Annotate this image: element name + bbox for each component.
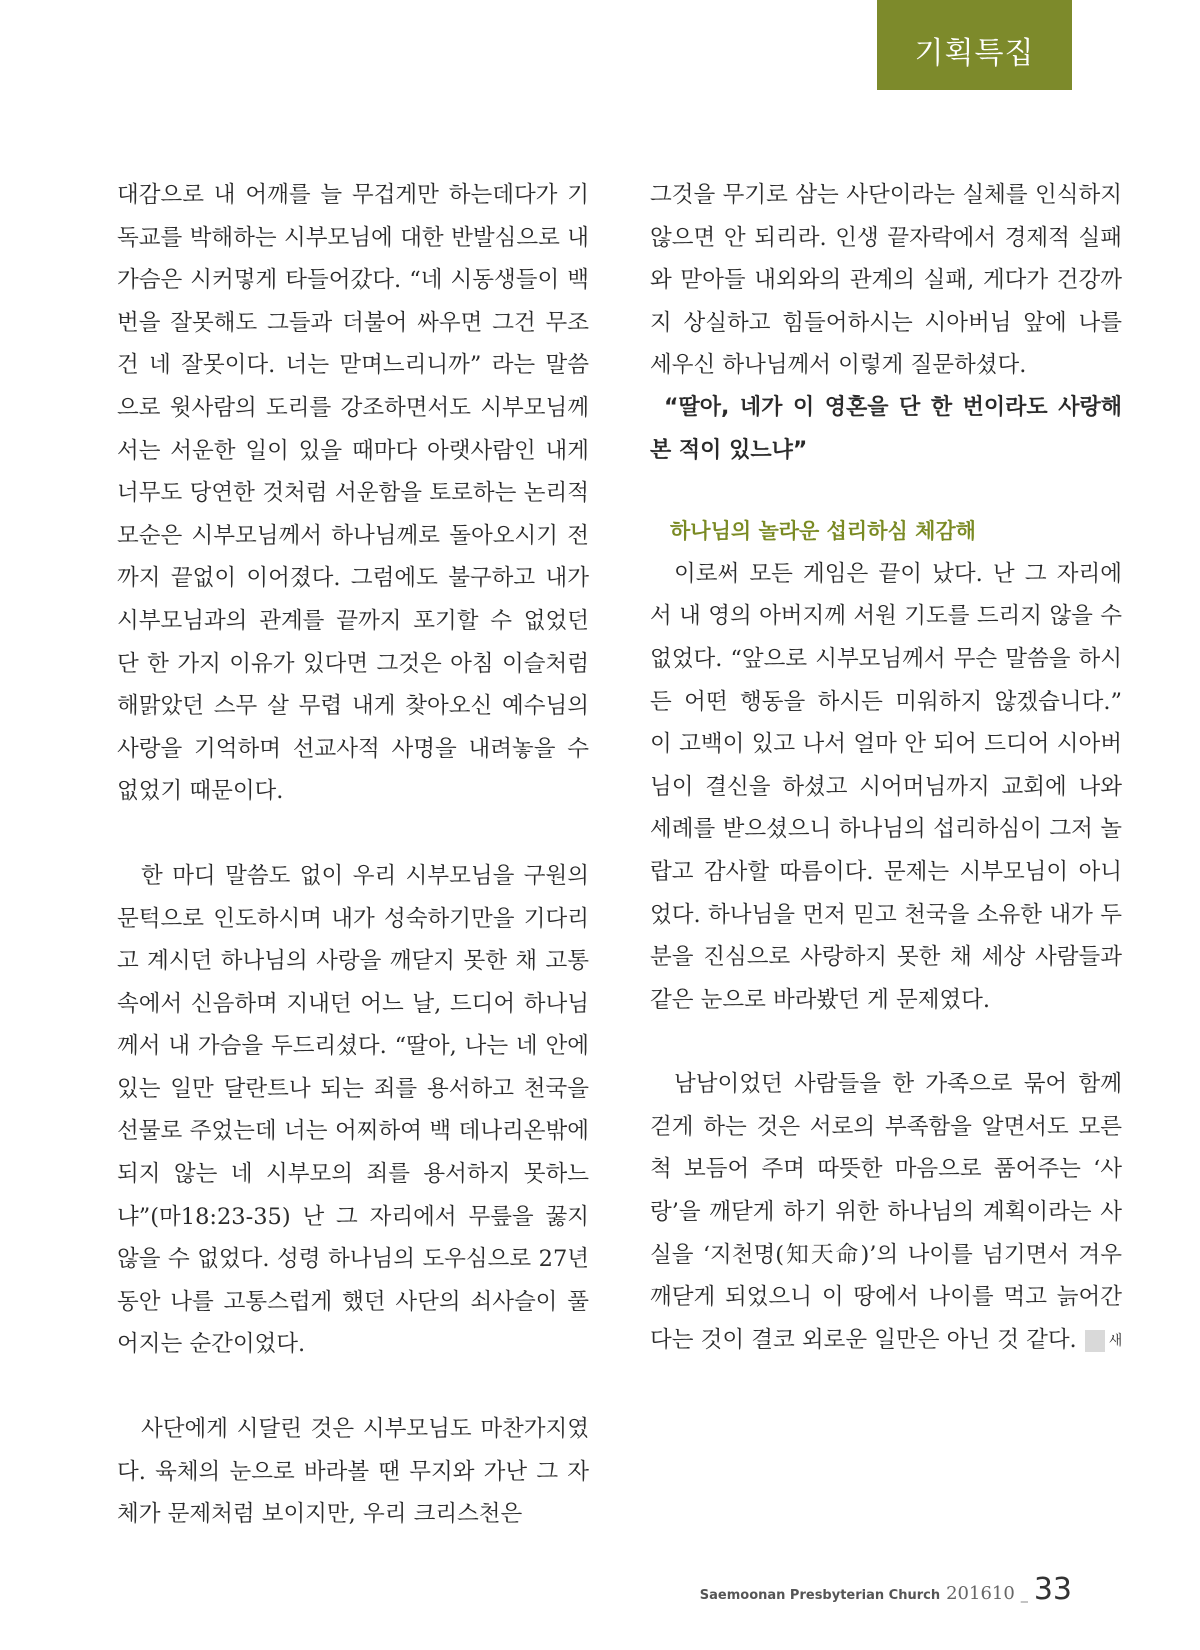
left-paragraph-2: 한 마디 말씀도 없이 우리 시부모님을 구원의 문턱으로 인도하시며 내가 성숙하기만을 기다리고 계시던 하나님의 사랑을 깨닫지 못한 채 고통 속에서 신음하며 지내던 어느 날, 드디어 하나님께서 내 가슴을 두드리셨다. “딸아, 나는 네 안에 있는 일만 달란트나 되는 죄를 용서하고 천국을 선물로 주었는데 너는 어찌하여 백 데나리온밖에 되지 않는 네 시부모의 죄를 용서하지 못하느냐”(마18:23-35) 난 그 자리에서 무릎을 꿇지 않을 수 없었다. 성령 하나님의 도우심으로 27년 동안 나를 고통스럽게 했던 사단의 쇠사슬이 풀어지는 순간이었다. — [117, 862, 589, 1358]
page-footer — [700, 1572, 1072, 1607]
right-paragraph-1: 그것을 무기로 삼는 사단이라는 실체를 인식하지 않으면 안 되리라. 인생 끝자락에서 경제적 실패와 맏아들 내외와의 관계의 실패, 게다가 건강까지 상실하고 힘들어하시는 시아버님 앞에 나를 세우신 하나님께서 이렇게 질문하셨다. — [650, 182, 1122, 379]
paragraph-gap — [117, 813, 589, 855]
paragraph-gap — [650, 1021, 1122, 1063]
paragraph-gap — [117, 1366, 589, 1408]
footer-separator: _ — [1020, 1587, 1028, 1603]
section-tab: 기획특집 — [877, 0, 1072, 90]
end-mark-icon: 새 — [1085, 1330, 1105, 1352]
left-paragraph-1: 대감으로 내 어깨를 늘 무겁게만 하는데다가 기독교를 박해하는 시부모님에 대한 반발심으로 내 가슴은 시커멓게 타들어갔다. “네 시동생들이 백 번을 잘못해도 그들과 더불어 싸우면 그건 무조건 네 잘못이다. 너는 맏며느리니까” 라는 말씀으로 윗사람의 도리를 강조하면서도 시부모님께서는 서운한 일이 있을 때마다 아랫사람인 내게 너무도 당연한 것처럼 서운함을 토로하는 논리적 모순은 시부모님께서 하나님께로 돌아오시기 전까지 끝없이 이어졌다. 그럼에도 불구하고 내가 시부모님과의 관계를 끝까지 포기할 수 없었던 단 한 가지 이유가 있다면 그것은 아침 이슬처럼 해맑았던 스무 살 무렵 내게 찾아오신 예수님의 사랑을 기억하며 선교사적 사명을 내려놓을 수 없었기 때문이다. — [117, 182, 589, 805]
section-subheading: 하나님의 놀라운 섭리하심 체감해 — [670, 519, 976, 544]
footer-issue: 201610 — [946, 1583, 1015, 1604]
page-number: 33 — [1033, 1572, 1072, 1607]
left-column — [117, 174, 589, 1536]
highlight-quote: “딸아, 네가 이 영혼을 단 한 번이라도 사랑해 본 적이 있느냐” — [650, 394, 1122, 463]
right-paragraph-3-text: 남남이었던 사람들을 한 가족으로 묶어 함께 걷게 하는 것은 서로의 부족함을 알면서도 모른 척 보듬어 주며 따뜻한 마음으로 품어주는 ‘사랑’을 깨닫게 하기 위한 하나님의 계획이라는 사실을 ‘지천명(知天命)’의 나이를 넘기면서 겨우 깨닫게 되었으니 이 땅에서 나이를 먹고 늙어간다는 것이 결코 외로운 일만은 아닌 것 같다. — [650, 1071, 1122, 1353]
right-paragraph-3 — [650, 1063, 1122, 1361]
footer-church-name: Saemoonan Presbyterian Church — [699, 1588, 941, 1603]
right-column — [650, 174, 1122, 1361]
right-paragraph-2: 이로써 모든 게임은 끝이 났다. 난 그 자리에서 내 영의 아버지께 서원 기도를 드리지 않을 수 없었다. “앞으로 시부모님께서 무슨 말씀을 하시든 어떤 행동을 하시든 미워하지 않겠습니다.” 이 고백이 있고 나서 얼마 안 되어 드디어 시아버님이 결신을 하셨고 시어머님까지 교회에 나와 세례를 받으셨으니 하나님의 섭리하심이 그저 놀랍고 감사할 따름이다. 문제는 시부모님이 아니었다. 하나님을 먼저 믿고 천국을 소유한 내가 두 분을 진심으로 사랑하지 못한 채 세상 사람들과 같은 눈으로 바라봤던 게 문제였다. — [650, 560, 1122, 1013]
left-paragraph-3: 사단에게 시달린 것은 시부모님도 마찬가지였다. 육체의 눈으로 바라볼 땐 무지와 가난 그 자체가 문제처럼 보이지만, 우리 크리스천은 — [117, 1416, 589, 1528]
